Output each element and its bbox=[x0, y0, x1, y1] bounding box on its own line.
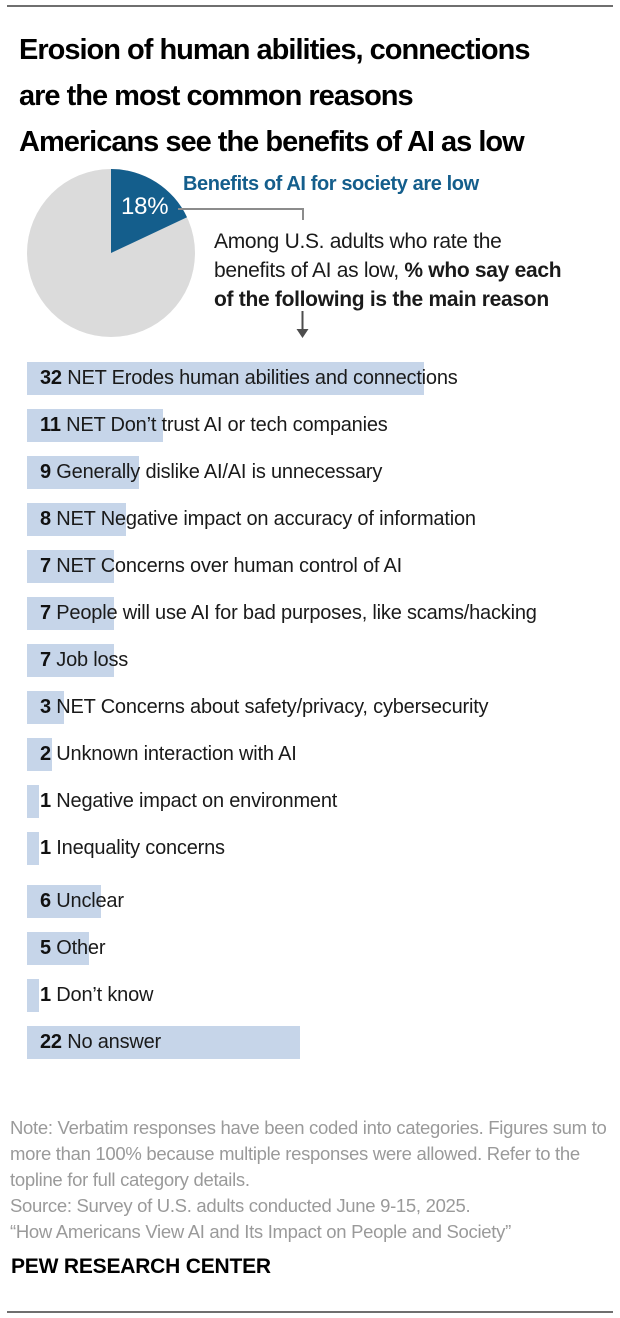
bar-text bbox=[40, 885, 124, 918]
bar-value: 1 bbox=[40, 790, 51, 812]
bar-label: Unknown interaction with AI bbox=[50, 743, 297, 765]
bar-value: 32 bbox=[40, 367, 62, 389]
bar-text bbox=[40, 738, 297, 771]
bar-row bbox=[27, 785, 620, 818]
bar-value: 3 bbox=[40, 696, 51, 718]
note-text: Note: Verbatim responses have been coded into categories. Figures sum to more than 100% because multiple responses were allowed. Refer to the topline for full category details. bbox=[10, 1117, 607, 1190]
connector-line-vertical bbox=[302, 208, 304, 220]
chart-title bbox=[19, 27, 529, 165]
bar-label: NET Don’t trust AI or tech companies bbox=[60, 414, 388, 436]
bar-value: 7 bbox=[40, 555, 51, 577]
subtitle-line-2: benefits of AI as low, % who say each bbox=[214, 259, 562, 282]
bar-text bbox=[40, 1026, 161, 1059]
bar-label: No answer bbox=[61, 1031, 162, 1053]
bar-label: NET Erodes human abilities and connections bbox=[61, 367, 458, 389]
bar-value: 6 bbox=[40, 890, 51, 912]
top-rule bbox=[7, 5, 613, 7]
footer-notes bbox=[10, 1115, 610, 1245]
subtitle-line-1: Among U.S. adults who rate the bbox=[214, 230, 502, 253]
connector-line-horizontal bbox=[178, 208, 303, 210]
pie-percentage-label: 18% bbox=[121, 193, 169, 220]
bar-row bbox=[27, 362, 620, 395]
bar-row bbox=[27, 550, 620, 583]
bar-text bbox=[40, 691, 488, 724]
bar-label: Don’t know bbox=[50, 984, 154, 1006]
source-text: Source: Survey of U.S. adults conducted June 9-15, 2025. bbox=[10, 1195, 471, 1216]
bottom-rule bbox=[7, 1311, 613, 1313]
bar-row bbox=[27, 832, 620, 865]
bar-value: 7 bbox=[40, 649, 51, 671]
bar-value: 11 bbox=[40, 414, 61, 436]
bar-text bbox=[40, 979, 153, 1012]
bar-row bbox=[27, 691, 620, 724]
bar-chart bbox=[27, 362, 620, 1073]
bar-text bbox=[40, 409, 388, 442]
bar-label: Unclear bbox=[50, 890, 124, 912]
bar-label: NET Concerns about safety/privacy, cybersecurity bbox=[50, 696, 489, 718]
pie-series-label: Benefits of AI for society are low bbox=[183, 173, 479, 195]
bar-value: 22 bbox=[40, 1031, 62, 1053]
bar-value: 7 bbox=[40, 602, 51, 624]
bar-value: 1 bbox=[40, 984, 51, 1006]
bar-row bbox=[27, 932, 620, 965]
bar-label: NET Concerns over human control of AI bbox=[50, 555, 403, 577]
bar-text bbox=[40, 597, 537, 630]
bar bbox=[27, 785, 39, 818]
bar-text bbox=[40, 932, 105, 965]
bar-row bbox=[27, 885, 620, 918]
bar-label: Generally dislike AI/AI is unnecessary bbox=[50, 461, 383, 483]
pie-chart bbox=[27, 169, 195, 337]
bar-label: Inequality concerns bbox=[50, 837, 225, 859]
subtitle-line-3: of the following is the main reason bbox=[214, 288, 549, 311]
bar-value: 5 bbox=[40, 937, 51, 959]
pie-section bbox=[0, 165, 620, 355]
bar-group bbox=[27, 362, 620, 865]
report-title-text: “How Americans View AI and Its Impact on People and Society” bbox=[10, 1221, 511, 1242]
bar-label: Other bbox=[50, 937, 106, 959]
bar-value: 9 bbox=[40, 461, 51, 483]
chart-title-line-1: Erosion of human abilities, connections bbox=[19, 34, 530, 66]
bar-text bbox=[40, 550, 402, 583]
bar-row bbox=[27, 644, 620, 677]
bar-group bbox=[27, 885, 620, 1059]
bar-text bbox=[40, 785, 337, 818]
chart-subtitle bbox=[214, 227, 561, 314]
bar bbox=[27, 979, 39, 1012]
pew-research-center-wordmark: PEW RESEARCH CENTER bbox=[11, 1255, 271, 1278]
chart-title-line-3: Americans see the benefits of AI as low bbox=[19, 126, 524, 158]
bar-text bbox=[40, 503, 476, 536]
bar-row bbox=[27, 409, 620, 442]
bar-value: 1 bbox=[40, 837, 51, 859]
bar-row bbox=[27, 456, 620, 489]
bar-row bbox=[27, 1026, 620, 1059]
bar-row bbox=[27, 503, 620, 536]
chart-title-line-2: are the most common reasons bbox=[19, 80, 413, 112]
bar-text bbox=[40, 362, 458, 395]
bar-text bbox=[40, 456, 382, 489]
bar-label: Job loss bbox=[50, 649, 129, 671]
down-arrow-icon bbox=[296, 311, 309, 338]
bar-row bbox=[27, 738, 620, 771]
bar-row bbox=[27, 597, 620, 630]
bar bbox=[27, 832, 39, 865]
bar-text bbox=[40, 832, 225, 865]
bar-row bbox=[27, 979, 620, 1012]
bar-label: People will use AI for bad purposes, like scams/hacking bbox=[50, 602, 537, 624]
bar-label: Negative impact on environment bbox=[50, 790, 338, 812]
bar-value: 8 bbox=[40, 508, 51, 530]
bar-text bbox=[40, 644, 128, 677]
bar-label: NET Negative impact on accuracy of information bbox=[50, 508, 476, 530]
bar-value: 2 bbox=[40, 743, 51, 765]
